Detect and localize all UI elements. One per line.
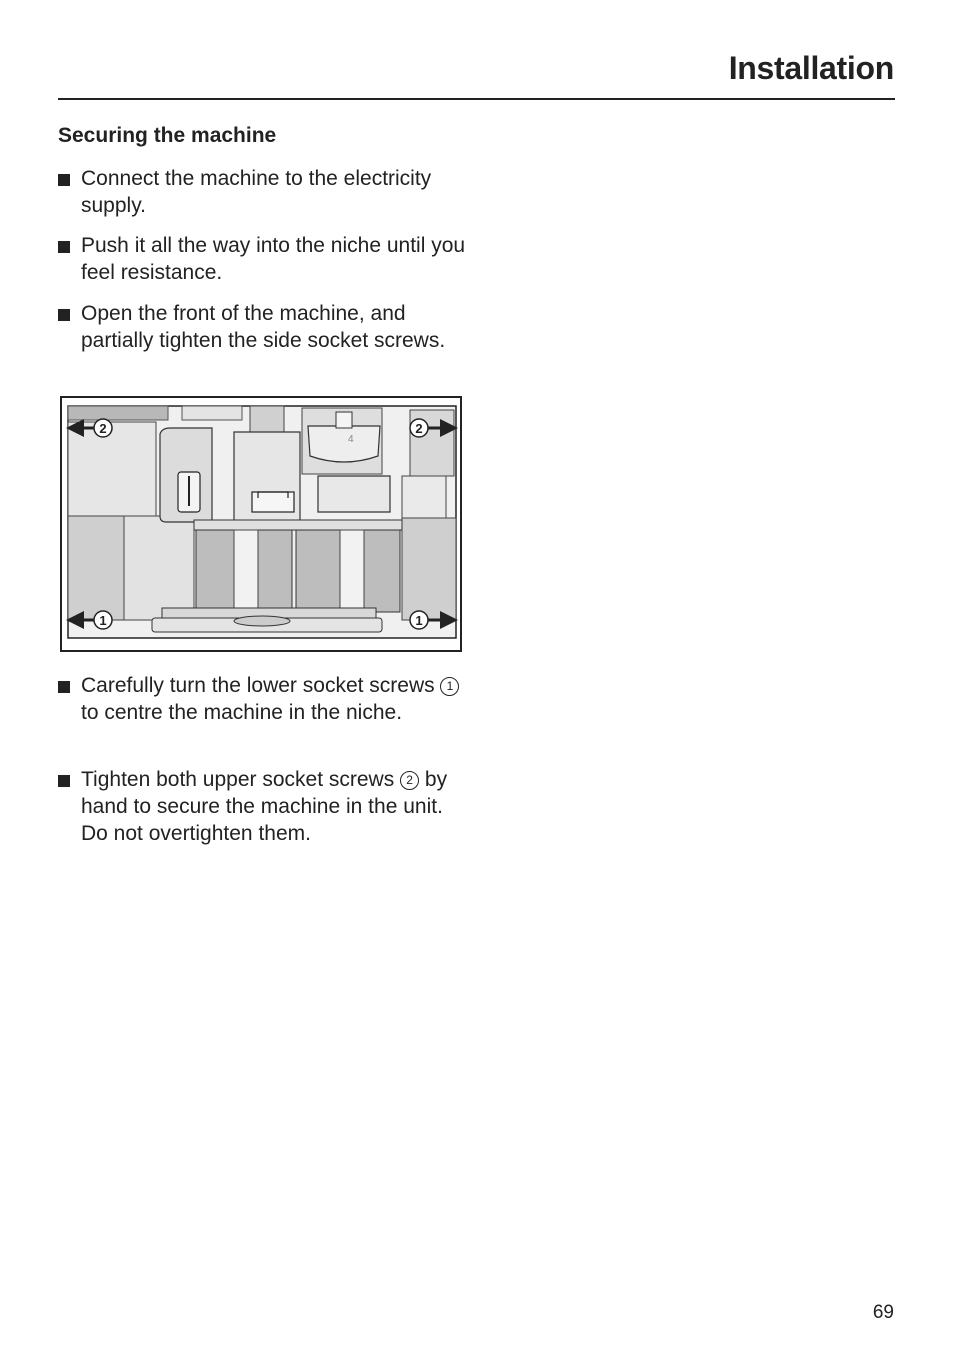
dial-label: 4 [348,434,354,445]
bullet-text [81,766,468,847]
spout-bar [194,520,402,530]
right-lower-panel [402,518,456,620]
left-inner-panel [124,516,194,620]
svg-text:2: 2 [415,421,423,436]
header-rule [58,98,895,100]
left-lower-panel [68,516,124,620]
bullet-item [58,232,468,286]
top-trim [68,406,168,420]
bullet-text-part: to centre the machine in the niche. [81,701,403,724]
bullet-square-icon [58,775,70,787]
bullet-text [81,672,468,726]
dispenser-spout-right [340,530,364,610]
bullet-text: Open the front of the machine, and partially tighten the side socket screws. [81,302,446,352]
callout-upper-right [410,419,428,437]
svg-text:1: 1 [99,613,107,628]
central-column-top [250,406,284,432]
page-number: 69 [872,1302,894,1323]
drip-tray-cover [234,616,290,626]
callout-upper-left [94,419,112,437]
left-side-panel [68,422,156,516]
svg-text:2: 2 [99,421,107,436]
bullet-item [58,300,468,354]
bullet-text-part: Carefully turn the lower socket screws [81,674,441,697]
dispenser-housing [318,476,390,512]
bullet-item [58,766,468,847]
section-title: Securing the machine [58,124,277,147]
svg-text:1: 1 [415,613,423,628]
top-trim [182,406,242,420]
machine-illustration [62,398,460,650]
right-side-block [402,476,446,518]
bullet-text-part: Tighten both upper socket screws [81,768,401,791]
bullet-text: Push it all the way into the niche until you feel resistance. [81,234,466,284]
bullet-square-icon [58,681,70,693]
bullet-item [58,165,468,219]
grinder-dial [308,426,380,462]
bullet-text: Connect the machine to the electricity supply. [81,167,432,217]
bullet-item [58,672,468,726]
callout-ref-1: 1 [440,677,459,696]
callout-ref-2: 2 [400,771,419,790]
bullet-square-icon [58,174,70,186]
dial-knob [336,412,352,428]
callout-lower-left [94,611,112,629]
bullet-square-icon [58,309,70,321]
bullet-text-part: by hand to secure the machine in the unit. Do not overtighten them. [81,768,448,845]
dispenser-spout-left [234,530,258,610]
callout-lower-right [410,611,428,629]
page-header-title: Installation [728,50,894,86]
machine-installation-figure [60,396,462,652]
bullet-square-icon [58,241,70,253]
